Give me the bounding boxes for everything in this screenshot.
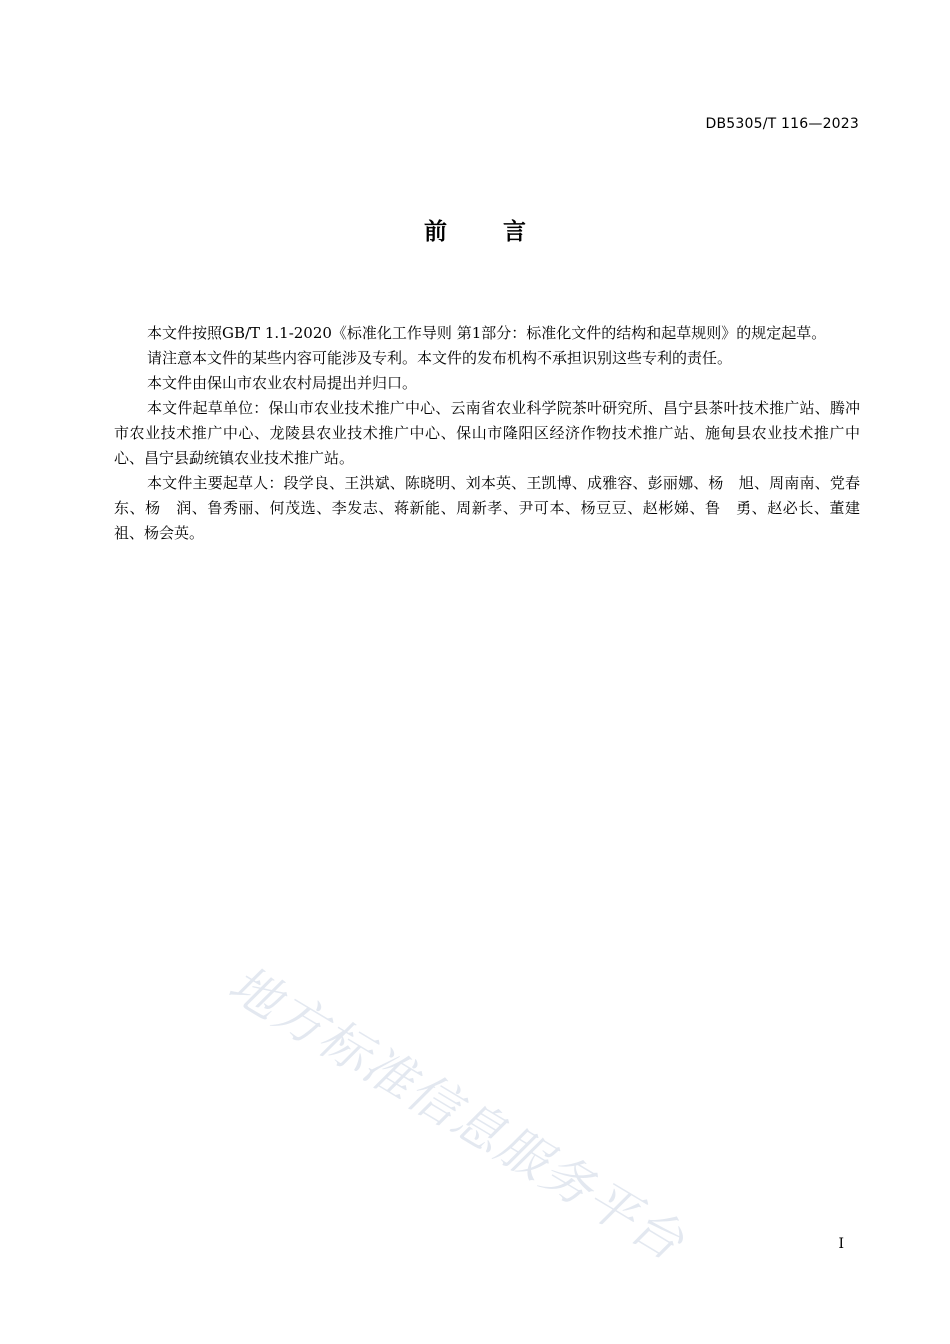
- paragraph-drafting-rules: 本文件按照GB/T 1.1-2020《标准化工作导则 第1部分：标准化文件的结构和起草规则》的规定起草。: [147, 324, 827, 342]
- page-title: 前言: [424, 219, 582, 245]
- paragraph-proposer: 本文件由保山市农业农村局提出并归口。: [147, 374, 418, 392]
- paragraph-drafting-units: 本文件起草单位：保山市农业技术推广中心、云南省农业科学院茶叶研究所、昌宁县茶叶技术推广站、腾冲市农业技术推广中心、龙陵县农业技术推广中心、保山市隆阳区经济作物技术推广站、施甸县农业技术推广中心、昌宁县勐统镇农业技术推广站。: [114, 399, 860, 467]
- document-code: DB5305/T 116—2023: [705, 116, 859, 132]
- paragraph-patent-notice: 请注意本文件的某些内容可能涉及专利。本文件的发布机构不承担识别这些专利的责任。: [147, 349, 733, 367]
- paragraph-drafters: 本文件主要起草人：段学良、王洪斌、陈晓明、刘本英、王凯博、成雅容、彭丽娜、杨 旭、周南南、党春东、杨 润、鲁秀丽、何茂选、李发志、蒋新能、周新孝、尹可本、杨豆豆、赵彬娣、鲁 勇、赵必长、董建祖、杨会英。: [114, 474, 860, 542]
- document-body: [114, 321, 860, 546]
- watermark: 地方标准信息服务平台: [219, 954, 695, 1273]
- page-number: I: [838, 1236, 844, 1252]
